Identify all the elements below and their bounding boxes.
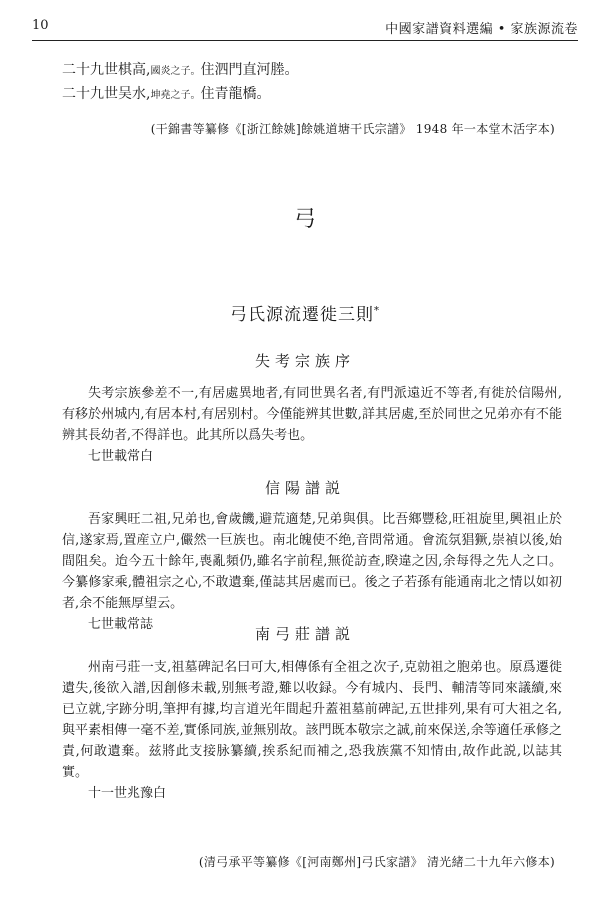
paragraph: 州南弓莊一支,祖墓碑記名曰可大,相傳係有全祖之次子,克勍祖之胞弟也。原爲遷徙遺失,後欲入譜,因創修未載,别無考證,難以收録。今有城内、長門、輔清等同來議續,來已立就,字跡分明,筆押有據,均言道光年間起升蓋祖墓前碑記,五世排列,果有可大祖之名,與平素相傳一毫不差,實係同族,並無别故。該門既本敬宗之誠,前來保送,余等適任承修之責,何敢遺棄。兹將此支接脉纂續,挨系紀而補之,恐我族黨不知情由,故作此説,以誌其實。 xyxy=(62,660,562,780)
section-heading: 信陽譜説 xyxy=(264,479,345,497)
paragraph: 失考宗族參差不一,有居處異地者,有同世異名者,有門派遠近不等者,有徙於信陽州,有移於州城内,有居本村,有居别村。今僅能辨其世數,詳其居處,至於同世之兄弟亦有不能辨其長幼者,不得詳也。此其所以爲失考也。 xyxy=(62,386,562,443)
entry-note: 國炎之子。 xyxy=(150,66,201,77)
genealogy-entry: 二十九世棋高,國炎之子。住泗門直河塍。 xyxy=(62,62,299,78)
article-title: 弓氏源流遷徙三則* xyxy=(230,305,380,325)
signature: 七世載常白 xyxy=(88,449,154,464)
section-body xyxy=(62,657,562,804)
section-heading: 南弓莊譜説 xyxy=(254,625,355,643)
running-header xyxy=(32,16,578,41)
source-citation: (清弓承平等纂修《[河南鄭州]弓氏家譜》 清光緒二十九年六修本) xyxy=(198,855,555,869)
footnote-mark: * xyxy=(374,305,380,317)
signature: 十一世兆豫白 xyxy=(88,786,167,801)
section-body xyxy=(62,383,562,467)
genealogy-entry: 二十九世吴水,坤堯之子。住青龍橋。 xyxy=(62,86,271,102)
section-heading: 失考宗族序 xyxy=(254,352,355,370)
page-number: 10 xyxy=(32,18,49,33)
running-title: 中國家譜資料選編 • 家族源流卷 xyxy=(385,22,578,37)
signature: 七世載常誌 xyxy=(88,617,154,632)
section-body xyxy=(62,509,562,635)
entry-note: 坤堯之子。 xyxy=(150,90,201,101)
source-citation: (干錦書等纂修《[浙江餘姚]餘姚道塘干氏宗譜》 1948 年一本堂木活字本) xyxy=(150,122,555,136)
paragraph: 吾家興旺二祖,兄弟也,會歲饑,避荒適楚,兄弟與俱。比吾鄉豐稔,旺祖旋里,興祖止於信,遂家焉,置産立户,儼然一巨族也。南北魄使不绝,音問常通。會流氛猖獗,崇禎以後,始間阻矣。迨今五十餘年,喪亂頻仍,雖名字前程,無從訪查,睽違之因,余每得之先人之口。今纂修家乘,體祖宗之心,不敢遺棄,僅誌其居處而已。後之子若孫有能通南北之情以如初者,余不能無厚望云。 xyxy=(62,512,562,611)
surname-heading: 弓 xyxy=(293,207,316,232)
